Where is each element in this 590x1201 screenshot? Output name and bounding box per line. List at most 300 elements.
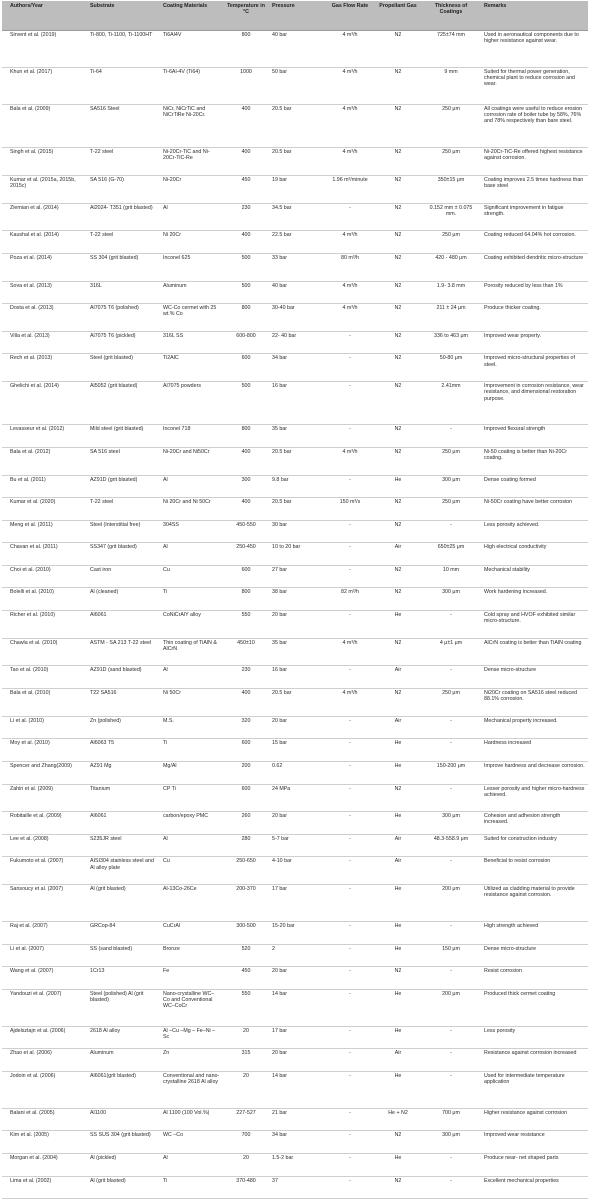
cell-coating-material: Al — [163, 476, 168, 483]
cell-thickness: 200 μm — [442, 990, 460, 997]
table-row — [2, 639, 588, 667]
cell-substrate: Al5052 (grit blasted) — [90, 383, 138, 390]
cell-gas-flow-rate: - — [349, 612, 351, 619]
cell-author: Chavan et al. (2011) — [10, 544, 58, 551]
cell-remarks: Cold spray and HVOF exhibited similar micro-structure. — [484, 612, 576, 625]
cell-pressure: 16 bar — [272, 667, 288, 674]
cell-substrate: Al6061 — [90, 612, 107, 619]
cell-author: Robitaille et al. (2009) — [10, 813, 62, 820]
cell-author: Lima et al. (2002) — [10, 1177, 52, 1184]
cell-propellant-gas: N2 — [394, 105, 402, 112]
cell-substrate: Titanium — [90, 785, 111, 792]
cell-remarks: Ni-50Cr coating have better corrosion — [484, 499, 573, 506]
cell-temperature: 800 — [241, 32, 251, 38]
cell-coating-material: Conventional and nano-crystalline 2618 Al alloy — [163, 1072, 220, 1086]
cell-thickness: - — [450, 1155, 452, 1162]
table-row — [2, 566, 588, 589]
cell-remarks: Resistance against corrosion increased — [484, 1050, 577, 1057]
cell-propellant-gas: He — [394, 813, 402, 820]
cell-gas-flow-rate: - — [349, 332, 351, 339]
cell-substrate: SA 516 (G-70) — [90, 176, 124, 183]
cell-author: Bala et al. (2010) — [10, 690, 51, 697]
cell-gas-flow-rate: - — [349, 1072, 351, 1079]
cell-propellant-gas: He — [394, 990, 402, 997]
cell-remarks: Produce near- net shaped parts — [484, 1155, 559, 1162]
table-row — [2, 354, 588, 382]
cell-gas-flow-rate: - — [349, 945, 351, 952]
table-row — [2, 588, 588, 611]
cell-gas-flow-rate: - — [349, 813, 351, 820]
cell-pressure: 14 bar — [272, 1072, 288, 1079]
cell-author: Tao et al. (2010) — [10, 667, 49, 674]
cell-thickness: 50-80 μm — [439, 355, 463, 362]
cell-temperature: 200-370 — [236, 886, 256, 893]
cell-temperature: 520 — [241, 945, 251, 952]
cell-pressure: 17 bar — [272, 1027, 288, 1034]
cell-substrate: Al (grit blasted) — [90, 1177, 126, 1184]
cell-gas-flow-rate: - — [349, 426, 351, 433]
cell-author: Singh et al. (2015) — [10, 149, 54, 156]
cell-substrate: AISI304 stainless steel and Al alloy plate — [90, 858, 154, 871]
cell-temperature: 320 — [241, 717, 251, 724]
cell-gas-flow-rate: - — [349, 923, 351, 930]
cell-gas-flow-rate: 4 m³/h — [342, 32, 358, 38]
cell-temperature: 600 — [241, 355, 251, 362]
cell-substrate: Al7075 T6 (pickled) — [90, 332, 136, 339]
cell-author: Yandouzi et al. (2007) — [10, 990, 62, 997]
cell-gas-flow-rate: - — [349, 1050, 351, 1057]
cell-pressure: 33 bar — [272, 254, 288, 261]
cell-thickness: - — [450, 717, 452, 724]
cell-coating-material: Inconel 625 — [163, 254, 191, 261]
cell-gas-flow-rate: - — [349, 886, 351, 893]
table-row — [2, 611, 588, 639]
cell-substrate: SS (sand blasted) — [90, 945, 133, 952]
cell-pressure: 20.5 bar — [272, 105, 292, 112]
cell-propellant-gas: Air — [394, 544, 402, 551]
cell-gas-flow-rate: 80 m³/h — [341, 254, 359, 261]
cell-temperature: 20 — [243, 1155, 249, 1162]
cell-author: Zahiri et al. (2009) — [10, 785, 53, 792]
cell-coating-material: carbon/epoxy PMC — [163, 813, 209, 820]
cell-temperature: 450-550 — [236, 521, 256, 528]
cell-thickness: - — [450, 785, 452, 792]
cell-pressure: 5-7 bar — [272, 835, 289, 842]
cell-propellant-gas: He — [394, 1155, 402, 1162]
cell-substrate: GRCop-84 — [90, 923, 116, 930]
cell-substrate: ASTM - SA 213 T-22 steel — [90, 639, 152, 646]
cell-gas-flow-rate: - — [349, 740, 351, 747]
cell-remarks: Dense micro-structure — [484, 945, 537, 952]
cell-propellant-gas: N2 — [394, 499, 402, 506]
table-row — [2, 543, 588, 566]
cell-propellant-gas: N2 — [394, 332, 402, 339]
cell-gas-flow-rate: - — [349, 1177, 351, 1184]
table-row — [2, 68, 588, 105]
table-row — [2, 1072, 588, 1109]
table-row — [2, 1049, 588, 1072]
cell-pressure: 35 bar — [272, 426, 288, 433]
cell-remarks: Improved wear resistance — [484, 1132, 545, 1139]
cell-propellant-gas: N2 — [394, 32, 402, 38]
cell-author: Meng et al. (2011) — [10, 521, 53, 528]
cell-remarks: Cohesion and adhesion strength increased. — [484, 813, 561, 826]
cell-propellant-gas: Air — [394, 1050, 402, 1057]
cell-gas-flow-rate: - — [349, 204, 351, 211]
cell-propellant-gas: N2 — [394, 1132, 402, 1139]
cell-propellant-gas: N2 — [394, 1177, 402, 1184]
table-row — [2, 521, 588, 544]
cell-temperature: 600 — [241, 566, 251, 573]
cell-temperature: 227-527 — [236, 1109, 256, 1116]
cell-coating-material: 316L SS — [163, 332, 184, 339]
cell-thickness: - — [450, 667, 452, 674]
cell-remarks: Higher resistance against corrosion — [484, 1109, 568, 1116]
cell-pressure: 30-40 bar — [272, 305, 295, 312]
cell-remarks: Hardness increased — [484, 740, 532, 747]
cell-coating-material: Inconel 718 — [163, 426, 191, 433]
cell-remarks: Coating improves 2.5 times hardness than base steel — [484, 176, 584, 189]
cell-temperature: 370-480 — [236, 1177, 256, 1184]
cell-pressure: 15 bar — [272, 740, 288, 747]
cell-author: Spencer and Zhang(2009) — [10, 762, 72, 769]
cell-propellant-gas: N2 — [394, 785, 402, 792]
cell-propellant-gas: He — [394, 476, 402, 483]
cell-propellant-gas: N2 — [394, 254, 402, 261]
cell-pressure: 20.5 bar — [272, 499, 292, 506]
cell-substrate: Al7075 T6 (polished) — [90, 305, 139, 312]
cell-gas-flow-rate: - — [349, 566, 351, 573]
cell-pressure: 38 bar — [272, 589, 288, 596]
cell-propellant-gas: Air — [394, 858, 402, 865]
cell-remarks: Ni-50 coating is better than Ni-20Cr coating. — [484, 448, 568, 462]
cell-temperature: 200 — [241, 762, 251, 769]
cell-pressure: 24 MPa — [272, 785, 291, 792]
cell-thickness: - — [450, 612, 452, 619]
cell-pressure: 14 bar — [272, 990, 288, 997]
cell-temperature: 315 — [241, 1050, 251, 1057]
cell-coating-material: M.S. — [163, 717, 174, 724]
table-row — [2, 689, 588, 717]
cell-pressure: 35 bar — [272, 639, 288, 646]
cell-pressure: 37 — [272, 1177, 278, 1184]
cell-author: Bolelli et al. (2010) — [10, 589, 54, 596]
table-row — [2, 1131, 588, 1154]
cell-coating-material: Ti — [163, 740, 168, 747]
cell-pressure: 22- 40 bar — [272, 332, 297, 339]
cell-propellant-gas: Air — [394, 717, 402, 724]
cell-propellant-gas: N2 — [394, 176, 402, 183]
cell-author: Ghelichi et al. (2014) — [10, 383, 59, 390]
cell-propellant-gas: N2 — [394, 968, 402, 975]
cell-substrate: 1Cr13 — [90, 968, 105, 975]
cell-temperature: 400 — [241, 105, 251, 112]
cell-coating-material: WC –Co — [163, 1132, 184, 1139]
cell-remarks: Produced thick cermet coating — [484, 990, 556, 997]
cell-pressure: 20.5 bar — [272, 149, 292, 156]
cell-coating-material: 304SS — [163, 521, 179, 528]
header-author: Authors/Year — [10, 3, 43, 9]
cell-gas-flow-rate: - — [349, 667, 351, 674]
cell-substrate: T-22 steel — [90, 232, 114, 239]
cell-temperature: 700 — [241, 1132, 251, 1139]
cell-author: Morgan et al. (2004) — [10, 1155, 58, 1162]
cell-temperature: 800 — [241, 426, 251, 433]
cell-thickness: 300 μm — [442, 1132, 460, 1139]
cell-gas-flow-rate: - — [349, 544, 351, 551]
table-row — [2, 1109, 588, 1132]
cell-coating-material: Aluminum — [163, 282, 187, 289]
cell-thickness: 211 ± 24 μm — [436, 305, 466, 312]
cell-substrate: Steel (polished) Al (grit blasted) — [90, 990, 144, 1003]
cell-gas-flow-rate: - — [349, 717, 351, 724]
coating-table — [2, 1, 588, 1199]
cell-substrate: 316L — [90, 282, 102, 289]
cell-gas-flow-rate: 150 m³/s — [339, 499, 361, 506]
table-row — [2, 176, 588, 204]
cell-coating-material: Al — [163, 204, 168, 211]
table-row — [2, 666, 588, 689]
cell-gas-flow-rate: 4 m³/h — [342, 105, 358, 112]
cell-thickness: 10 mm — [442, 566, 460, 573]
cell-coating-material: Zn — [163, 1050, 170, 1057]
cell-propellant-gas: He — [394, 945, 402, 952]
cell-thickness: 350±15 μm — [437, 176, 465, 183]
cell-gas-flow-rate: 1.96 m³/minute — [332, 176, 368, 183]
table-row — [2, 835, 588, 858]
cell-author: Balani et al. (2005) — [10, 1109, 55, 1116]
cell-gas-flow-rate: 4 m³/h — [342, 149, 358, 156]
cell-thickness: 250 μm — [442, 105, 460, 112]
cell-author: Bala et al. (2009) — [10, 105, 51, 112]
cell-propellant-gas: N2 — [394, 521, 402, 528]
cell-author: Ziemian et al. (2014) — [10, 204, 59, 211]
cell-remarks: Resist corrosion — [484, 968, 522, 975]
cell-temperature: 300 — [241, 476, 251, 483]
cell-pressure: 20 bar — [272, 717, 288, 724]
cell-coating-material: Cu — [163, 566, 170, 573]
cell-substrate: Steel (Interstitial free) — [90, 521, 141, 528]
cell-temperature: 20 — [243, 1027, 249, 1034]
cell-remarks: Less porosity — [484, 1027, 516, 1034]
header-thickness: Thickness of Coatings — [434, 3, 468, 16]
cell-remarks: Mechanical property increased. — [484, 717, 558, 724]
cell-pressure: 0.62 — [272, 762, 283, 769]
cell-coating-material: Ti — [163, 1177, 168, 1184]
cell-pressure: 30 bar — [272, 521, 288, 528]
cell-substrate: Al (pickled) — [90, 1155, 117, 1162]
cell-author: Li et al. (2010) — [10, 717, 44, 724]
cell-pressure: 20 bar — [272, 968, 288, 975]
cell-temperature: 230 — [241, 667, 251, 674]
cell-gas-flow-rate: - — [349, 476, 351, 483]
cell-thickness: - — [450, 426, 452, 433]
cell-thickness: 725±74 mm — [437, 32, 465, 38]
cell-remarks: Mechanical stability — [484, 566, 530, 573]
table-row — [2, 254, 588, 282]
cell-thickness: 1.9- 3.8 mm — [436, 282, 466, 289]
table-row — [2, 1027, 588, 1050]
cell-propellant-gas: N2 — [394, 149, 402, 156]
header-substrate: Substrate — [90, 3, 115, 9]
cell-remarks: All coatings were useful to reduce erosion corrosion rate of boiler tube by 58%, 76% and 78% respectively than bare steel. — [484, 105, 583, 125]
cell-pressure: 1.5-2 bar — [272, 1155, 294, 1162]
cell-temperature: 400 — [241, 690, 251, 697]
cell-thickness: 2.41mm — [441, 383, 461, 390]
cell-substrate: Al6061 — [90, 813, 107, 820]
cell-gas-flow-rate: - — [349, 1109, 351, 1116]
cell-pressure: 4-10 bar — [272, 858, 292, 865]
cell-coating-material: Ti-6Al-4V (Ti64) — [163, 68, 200, 75]
cell-propellant-gas: N2 — [394, 448, 402, 455]
cell-coating-material: Ni 20Cr — [163, 232, 181, 239]
cell-gas-flow-rate: 4 m³/h — [342, 282, 358, 289]
cell-author: Rech et al. (2013) — [10, 355, 53, 362]
cell-substrate: Al (cleaned) — [90, 589, 119, 596]
cell-thickness: 200 μm — [442, 886, 460, 893]
cell-gas-flow-rate: - — [349, 835, 351, 842]
table-row — [2, 785, 588, 813]
cell-pressure: 16 bar — [272, 383, 288, 390]
cell-thickness: 300 μm — [442, 476, 460, 483]
cell-coating-material: Ni-20Cr-TiC and Ni-20Cr-TiC-Re — [163, 149, 210, 162]
cell-remarks: Utilized as cladding material to provide resistance against corrosion. — [484, 886, 575, 899]
cell-remarks: Dense micro-structure — [484, 667, 537, 674]
cell-propellant-gas: N2 — [394, 282, 402, 289]
cell-author: Dosta et al. (2013) — [10, 305, 54, 312]
cell-substrate: Zn (polished) — [90, 717, 121, 724]
cell-author: Moy et al. (2010) — [10, 740, 50, 747]
cell-propellant-gas: N2 — [394, 383, 402, 390]
cell-author: Villa et al. (2013) — [10, 332, 50, 339]
table-row — [2, 282, 588, 305]
cell-gas-flow-rate: 4 m³/h — [342, 305, 358, 312]
cell-substrate: Al (grit blasted) — [90, 886, 126, 893]
cell-remarks: Improvement in corrosion resistance, wear resistance, and dimensional restoration purpose. — [484, 383, 584, 402]
cell-propellant-gas: He — [394, 1027, 402, 1034]
cell-pressure: 10 to 20 bar — [272, 544, 301, 551]
cell-gas-flow-rate: 4 m³/h — [342, 448, 358, 455]
cell-propellant-gas: N2 — [394, 639, 402, 646]
cell-substrate: SS347 (grit blasted) — [90, 544, 137, 551]
cell-substrate: T-22 steel — [90, 499, 114, 506]
cell-coating-material: Ti2AlC — [163, 355, 179, 362]
cell-temperature: 1000 — [240, 68, 252, 75]
cell-remarks: Improved flexural strength — [484, 426, 546, 433]
cell-temperature: 800 — [241, 305, 251, 312]
table-row — [2, 945, 588, 968]
cell-gas-flow-rate: - — [349, 762, 351, 769]
cell-temperature: 550 — [241, 612, 251, 619]
cell-coating-material: Bronze — [163, 945, 180, 952]
cell-remarks: Improved wear property. — [484, 332, 542, 339]
cell-coating-material: WC-Co cermet with 25 wt.% Co — [163, 305, 217, 318]
table-row — [2, 448, 588, 476]
cell-author: Khun et al. (2017) — [10, 68, 53, 75]
cell-thickness: 9 mm — [444, 68, 458, 75]
header-coating-material: Coating Materials — [163, 3, 208, 9]
cell-gas-flow-rate: - — [349, 1155, 351, 1162]
cell-substrate: Aluminum — [90, 1050, 114, 1057]
cell-thickness: 150 μm — [442, 945, 460, 952]
cell-gas-flow-rate: 4 m³/h — [342, 68, 358, 75]
cell-temperature: 450±10 — [237, 639, 255, 646]
cell-pressure: 20 bar — [272, 1050, 288, 1057]
cell-substrate: Steel (grit blasted) — [90, 355, 133, 362]
table-row — [2, 990, 588, 1027]
cell-coating-material: Mg/Al — [163, 762, 177, 769]
cell-temperature: 450 — [241, 176, 251, 183]
cell-propellant-gas: N2 — [394, 589, 402, 596]
cell-gas-flow-rate: 4 m³/h — [342, 639, 358, 646]
cell-coating-material: Al — [163, 835, 168, 842]
cell-author: Jodoin et al. (2006) — [10, 1072, 56, 1079]
cell-gas-flow-rate: 4 m³/h — [342, 232, 358, 239]
cell-thickness: 0.152 mm ± 0.075 mm. — [429, 204, 473, 217]
cell-substrate: Ti-64 — [90, 68, 102, 75]
cell-gas-flow-rate: - — [349, 990, 351, 997]
cell-pressure: 9.8 bar — [272, 476, 289, 483]
cell-coating-material: Ni 20Cr and Ni 50Cr — [163, 499, 211, 506]
cell-coating-material: Cu — [163, 858, 170, 865]
cell-thickness: 250 μm — [442, 149, 460, 156]
cell-coating-material: Al — [163, 1155, 168, 1162]
cell-author: Li et al. (2007) — [10, 945, 44, 952]
cell-remarks: AlCrN coating is better than TiAlN coating — [484, 639, 582, 646]
cell-propellant-gas: He — [394, 740, 402, 747]
cell-remarks: Suited for construction industry — [484, 835, 557, 842]
cell-author: Kim et al. (2005) — [10, 1132, 49, 1139]
table-row — [2, 812, 588, 835]
cell-remarks: High electrical conductivity — [484, 544, 547, 551]
table-row — [2, 885, 588, 922]
cell-substrate: Ti-800, Ti-1100, Ti-1100HT — [90, 32, 153, 38]
cell-coating-material: CuCrAl — [163, 923, 181, 930]
cell-temperature: 260 — [241, 813, 251, 820]
cell-author: Sova et al. (2013) — [10, 282, 52, 289]
cell-propellant-gas: He — [394, 762, 402, 769]
cell-propellant-gas: N2 — [394, 305, 402, 312]
cell-substrate: Al2024- T351 (grit blasted) — [90, 204, 153, 211]
table-row — [2, 739, 588, 762]
cell-temperature: 600 — [241, 785, 251, 792]
cell-coating-material: Ni-20Cr — [163, 176, 182, 183]
cell-remarks: Lesser porosity and higher micro-hardness achieved. — [484, 785, 585, 798]
cell-coating-material: Al — [163, 544, 168, 551]
cell-substrate: Cast iron — [90, 566, 112, 573]
cell-pressure: 20.5 bar — [272, 448, 292, 455]
cell-coating-material: Al7075 powders — [163, 383, 201, 390]
cell-substrate: SA516 Steel — [90, 105, 120, 112]
cell-thickness: - — [450, 1050, 452, 1057]
table-row — [2, 762, 588, 785]
cell-coating-material: Ni-20Cr and Ni50Cr — [163, 448, 210, 455]
cell-temperature: 450 — [241, 968, 251, 975]
cell-author: Bu et al. (2011) — [10, 476, 46, 483]
cell-author: Richer et al. (2010) — [10, 612, 56, 619]
cell-substrate: Al6061(grit blasted) — [90, 1072, 136, 1079]
cell-pressure: 19 bar — [272, 176, 288, 183]
cell-author: Kaushal et al. (2014) — [10, 232, 59, 239]
cell-substrate: S235JR steel — [90, 835, 122, 842]
cell-substrate: T22 SA516 — [90, 690, 117, 697]
table-row — [2, 382, 588, 425]
cell-thickness: 650±25 μm — [437, 544, 465, 551]
cell-remarks: Produce thicker coating. — [484, 305, 541, 312]
cell-temperature: 550 — [241, 990, 251, 997]
cell-pressure: 20 bar — [272, 813, 288, 820]
cell-thickness: - — [450, 521, 452, 528]
